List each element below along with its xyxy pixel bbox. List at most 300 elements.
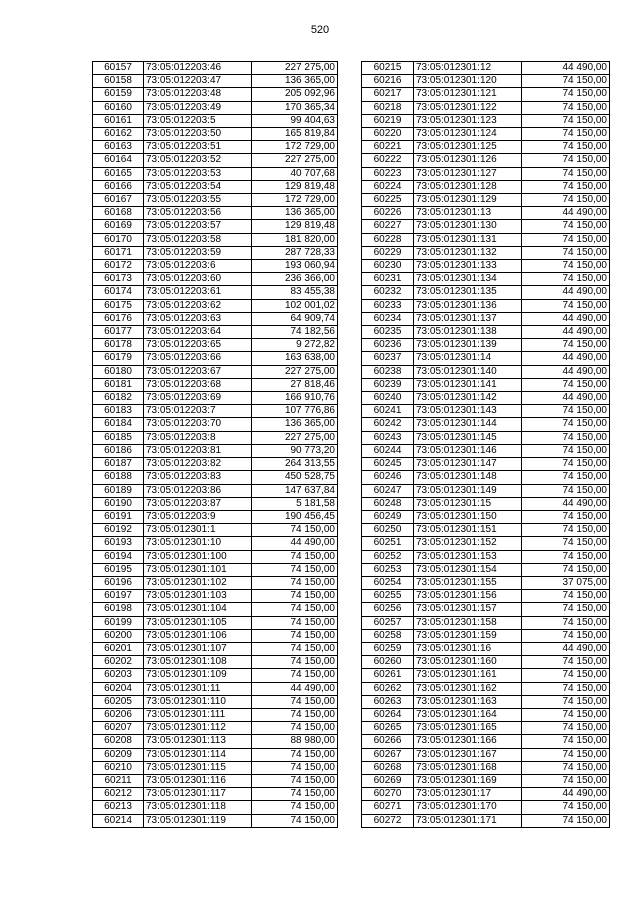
row-number-cell: 60239	[362, 378, 414, 391]
cadastral-number-cell: 73:05:012301:154	[414, 563, 522, 576]
row-number-cell: 60162	[93, 128, 144, 141]
cadastral-number-cell: 73:05:012301:169	[414, 774, 522, 787]
value-cell: 74 150,00	[522, 550, 610, 563]
row-number-cell: 60224	[362, 180, 414, 193]
row-number-cell: 60271	[362, 801, 414, 814]
row-number-cell: 60175	[93, 299, 144, 312]
table-row	[362, 735, 610, 748]
value-cell: 90 773,20	[252, 444, 338, 457]
value-cell: 147 637,84	[252, 484, 338, 497]
row-number-cell: 60243	[362, 431, 414, 444]
cadastral-number-cell: 73:05:012301:141	[414, 378, 522, 391]
value-cell: 44 490,00	[522, 365, 610, 378]
value-cell: 74 150,00	[252, 590, 338, 603]
row-number-cell: 60228	[362, 233, 414, 246]
value-cell: 227 275,00	[252, 431, 338, 444]
value-cell: 74 150,00	[522, 695, 610, 708]
cadastral-number-cell: 73:05:012301:114	[144, 748, 252, 761]
value-cell: 74 150,00	[522, 246, 610, 259]
cadastral-number-cell: 73:05:012301:122	[414, 101, 522, 114]
row-number-cell: 60232	[362, 286, 414, 299]
row-number-cell: 60188	[93, 471, 144, 484]
cadastral-number-cell: 73:05:012203:61	[144, 286, 252, 299]
cadastral-number-cell: 73:05:012301:138	[414, 326, 522, 339]
cadastral-number-cell: 73:05:012301:113	[144, 735, 252, 748]
value-cell: 450 528,75	[252, 471, 338, 484]
cadastral-number-cell: 73:05:012301:137	[414, 312, 522, 325]
table-row	[362, 260, 610, 273]
value-cell: 74 150,00	[522, 431, 610, 444]
cadastral-number-cell: 73:05:012203:87	[144, 497, 252, 510]
table-row	[362, 62, 610, 75]
value-cell: 193 060,94	[252, 260, 338, 273]
row-number-cell: 60168	[93, 207, 144, 220]
value-cell: 287 728,33	[252, 246, 338, 259]
value-cell: 44 490,00	[522, 62, 610, 75]
value-cell: 74 150,00	[252, 708, 338, 721]
table-row	[93, 405, 338, 418]
row-number-cell: 60267	[362, 748, 414, 761]
value-cell: 74 150,00	[522, 128, 610, 141]
value-cell: 74 150,00	[522, 656, 610, 669]
row-number-cell: 60242	[362, 418, 414, 431]
row-number-cell: 60216	[362, 75, 414, 88]
table-row	[93, 669, 338, 682]
row-number-cell: 60191	[93, 510, 144, 523]
row-number-cell: 60258	[362, 629, 414, 642]
value-cell: 74 150,00	[252, 801, 338, 814]
table-row	[93, 497, 338, 510]
table-row	[93, 537, 338, 550]
cadastral-number-cell: 73:05:012301:158	[414, 616, 522, 629]
table-row	[93, 260, 338, 273]
value-cell: 74 150,00	[522, 458, 610, 471]
table-row	[93, 708, 338, 721]
row-number-cell: 60157	[93, 62, 144, 75]
row-number-cell: 60180	[93, 365, 144, 378]
row-number-cell: 60195	[93, 563, 144, 576]
table-row	[93, 273, 338, 286]
cadastral-number-cell: 73:05:012301:102	[144, 576, 252, 589]
value-cell: 136 365,00	[252, 75, 338, 88]
row-number-cell: 60233	[362, 299, 414, 312]
row-number-cell: 60236	[362, 339, 414, 352]
table-row	[362, 141, 610, 154]
value-cell: 74 150,00	[522, 484, 610, 497]
value-cell: 74 150,00	[522, 299, 610, 312]
cadastral-number-cell: 73:05:012203:83	[144, 471, 252, 484]
cadastral-number-cell: 73:05:012301:139	[414, 339, 522, 352]
row-number-cell: 60226	[362, 207, 414, 220]
value-cell: 74 150,00	[252, 656, 338, 669]
cadastral-number-cell: 73:05:012301:163	[414, 695, 522, 708]
table-row	[362, 207, 610, 220]
cadastral-number-cell: 73:05:012301:152	[414, 537, 522, 550]
cadastral-number-cell: 73:05:012301:153	[414, 550, 522, 563]
table-row	[93, 128, 338, 141]
table-row	[362, 101, 610, 114]
cadastral-number-cell: 73:05:012301:142	[414, 392, 522, 405]
row-number-cell: 60160	[93, 101, 144, 114]
row-number-cell: 60269	[362, 774, 414, 787]
cadastral-number-cell: 73:05:012301:125	[414, 141, 522, 154]
row-number-cell: 60209	[93, 748, 144, 761]
cadastral-number-cell: 73:05:012203:53	[144, 167, 252, 180]
value-cell: 74 150,00	[252, 524, 338, 537]
row-number-cell: 60259	[362, 642, 414, 655]
cadastral-number-cell: 73:05:012301:101	[144, 563, 252, 576]
value-cell: 74 150,00	[522, 220, 610, 233]
row-number-cell: 60241	[362, 405, 414, 418]
row-number-cell: 60186	[93, 444, 144, 457]
table-row	[362, 774, 610, 787]
value-cell: 136 365,00	[252, 418, 338, 431]
cadastral-number-cell: 73:05:012301:11	[144, 682, 252, 695]
value-cell: 136 365,00	[252, 207, 338, 220]
value-cell: 37 075,00	[522, 576, 610, 589]
table-row	[93, 471, 338, 484]
cadastral-number-cell: 73:05:012301:148	[414, 471, 522, 484]
table-row	[93, 616, 338, 629]
table-row	[93, 418, 338, 431]
cadastral-number-cell: 73:05:012203:81	[144, 444, 252, 457]
cadastral-number-cell: 73:05:012301:1	[144, 524, 252, 537]
table-row	[362, 682, 610, 695]
table-row	[362, 128, 610, 141]
table-row	[93, 458, 338, 471]
value-cell: 74 150,00	[522, 471, 610, 484]
row-number-cell: 60261	[362, 669, 414, 682]
row-number-cell: 60169	[93, 220, 144, 233]
cadastral-number-cell: 73:05:012301:143	[414, 405, 522, 418]
row-number-cell: 60254	[362, 576, 414, 589]
value-cell: 44 490,00	[522, 312, 610, 325]
cadastral-number-cell: 73:05:012203:64	[144, 326, 252, 339]
table-row	[362, 629, 610, 642]
value-cell: 74 150,00	[522, 141, 610, 154]
table-row	[93, 378, 338, 391]
cadastral-number-cell: 73:05:012203:62	[144, 299, 252, 312]
value-cell: 74 150,00	[522, 616, 610, 629]
table-row	[362, 365, 610, 378]
row-number-cell: 60238	[362, 365, 414, 378]
row-number-cell: 60189	[93, 484, 144, 497]
table-row	[93, 88, 338, 101]
table-row	[93, 642, 338, 655]
value-cell: 74 150,00	[522, 233, 610, 246]
row-number-cell: 60158	[93, 75, 144, 88]
table-row	[362, 471, 610, 484]
row-number-cell: 60250	[362, 524, 414, 537]
row-number-cell: 60167	[93, 194, 144, 207]
value-cell: 163 638,00	[252, 352, 338, 365]
row-number-cell: 60223	[362, 167, 414, 180]
value-cell: 74 150,00	[522, 194, 610, 207]
table-row	[93, 484, 338, 497]
row-number-cell: 60218	[362, 101, 414, 114]
value-cell: 44 490,00	[522, 392, 610, 405]
table-row	[93, 682, 338, 695]
value-cell: 170 365,34	[252, 101, 338, 114]
row-number-cell: 60194	[93, 550, 144, 563]
row-number-cell: 60237	[362, 352, 414, 365]
table-row	[93, 312, 338, 325]
value-cell: 172 729,00	[252, 194, 338, 207]
cadastral-number-cell: 73:05:012203:66	[144, 352, 252, 365]
cadastral-number-cell: 73:05:012301:109	[144, 669, 252, 682]
cadastral-number-cell: 73:05:012203:47	[144, 75, 252, 88]
value-cell: 44 490,00	[252, 682, 338, 695]
table-row	[362, 352, 610, 365]
row-number-cell: 60176	[93, 312, 144, 325]
cadastral-number-cell: 73:05:012301:167	[414, 748, 522, 761]
cadastral-number-cell: 73:05:012203:63	[144, 312, 252, 325]
row-number-cell: 60222	[362, 154, 414, 167]
value-cell: 27 818,46	[252, 378, 338, 391]
cadastral-number-cell: 73:05:012203:48	[144, 88, 252, 101]
cadastral-number-cell: 73:05:012301:121	[414, 88, 522, 101]
row-number-cell: 60229	[362, 246, 414, 259]
cadastral-number-cell: 73:05:012301:131	[414, 233, 522, 246]
table-row	[93, 180, 338, 193]
row-number-cell: 60219	[362, 114, 414, 127]
value-cell: 74 150,00	[522, 260, 610, 273]
cadastral-number-cell: 73:05:012301:147	[414, 458, 522, 471]
cadastral-table-right	[361, 61, 610, 828]
row-number-cell: 60240	[362, 392, 414, 405]
cadastral-number-cell: 73:05:012301:171	[414, 814, 522, 827]
value-cell: 129 819,48	[252, 180, 338, 193]
cadastral-number-cell: 73:05:012301:133	[414, 260, 522, 273]
cadastral-number-cell: 73:05:012203:9	[144, 510, 252, 523]
table-row	[93, 220, 338, 233]
cadastral-number-cell: 73:05:012203:82	[144, 458, 252, 471]
table-row	[93, 814, 338, 827]
row-number-cell: 60187	[93, 458, 144, 471]
value-cell: 107 776,86	[252, 405, 338, 418]
table-row	[93, 167, 338, 180]
cadastral-number-cell: 73:05:012301:165	[414, 722, 522, 735]
value-cell: 74 150,00	[522, 682, 610, 695]
value-cell: 74 150,00	[522, 590, 610, 603]
table-row	[93, 722, 338, 735]
row-number-cell: 60207	[93, 722, 144, 735]
cadastral-number-cell: 73:05:012301:144	[414, 418, 522, 431]
row-number-cell: 60246	[362, 471, 414, 484]
value-cell: 74 150,00	[252, 695, 338, 708]
cadastral-number-cell: 73:05:012301:161	[414, 669, 522, 682]
cadastral-number-cell: 73:05:012203:52	[144, 154, 252, 167]
value-cell: 44 490,00	[252, 537, 338, 550]
value-cell: 102 001,02	[252, 299, 338, 312]
value-cell: 74 150,00	[252, 642, 338, 655]
page-number: 520	[310, 24, 330, 36]
cadastral-number-cell: 73:05:012301:12	[414, 62, 522, 75]
value-cell: 74 150,00	[522, 537, 610, 550]
row-number-cell: 60199	[93, 616, 144, 629]
row-number-cell: 60165	[93, 167, 144, 180]
value-cell: 74 150,00	[522, 339, 610, 352]
value-cell: 74 150,00	[252, 550, 338, 563]
row-number-cell: 60202	[93, 656, 144, 669]
table-row	[362, 761, 610, 774]
row-number-cell: 60215	[362, 62, 414, 75]
row-number-cell: 60181	[93, 378, 144, 391]
cadastral-number-cell: 73:05:012301:150	[414, 510, 522, 523]
table-row	[362, 748, 610, 761]
row-number-cell: 60161	[93, 114, 144, 127]
row-number-cell: 60182	[93, 392, 144, 405]
cadastral-number-cell: 73:05:012301:112	[144, 722, 252, 735]
cadastral-number-cell: 73:05:012301:140	[414, 365, 522, 378]
table-row	[362, 814, 610, 827]
table-row	[93, 563, 338, 576]
value-cell: 74 150,00	[252, 761, 338, 774]
cadastral-number-cell: 73:05:012203:69	[144, 392, 252, 405]
table-row	[93, 101, 338, 114]
row-number-cell: 60262	[362, 682, 414, 695]
value-cell: 181 820,00	[252, 233, 338, 246]
table-row	[93, 576, 338, 589]
cadastral-number-cell: 73:05:012301:127	[414, 167, 522, 180]
row-number-cell: 60171	[93, 246, 144, 259]
cadastral-number-cell: 73:05:012301:120	[414, 75, 522, 88]
value-cell: 74 150,00	[252, 814, 338, 827]
table-row	[93, 233, 338, 246]
table-row	[362, 194, 610, 207]
value-cell: 74 150,00	[522, 88, 610, 101]
row-number-cell: 60185	[93, 431, 144, 444]
cadastral-number-cell: 73:05:012301:168	[414, 761, 522, 774]
table-row	[362, 75, 610, 88]
table-row	[93, 114, 338, 127]
row-number-cell: 60184	[93, 418, 144, 431]
row-number-cell: 60248	[362, 497, 414, 510]
value-cell: 227 275,00	[252, 365, 338, 378]
table-row	[93, 788, 338, 801]
value-cell: 74 150,00	[522, 669, 610, 682]
row-number-cell: 60205	[93, 695, 144, 708]
table-row	[362, 497, 610, 510]
row-number-cell: 60272	[362, 814, 414, 827]
cadastral-number-cell: 73:05:012301:136	[414, 299, 522, 312]
value-cell: 74 150,00	[252, 669, 338, 682]
cadastral-number-cell: 73:05:012301:108	[144, 656, 252, 669]
table-row	[362, 642, 610, 655]
table-row	[362, 695, 610, 708]
row-number-cell: 60214	[93, 814, 144, 827]
row-number-cell: 60173	[93, 273, 144, 286]
value-cell: 44 490,00	[522, 352, 610, 365]
table-row	[93, 62, 338, 75]
table-row	[362, 576, 610, 589]
row-number-cell: 60265	[362, 722, 414, 735]
cadastral-number-cell: 73:05:012301:10	[144, 537, 252, 550]
value-cell: 74 150,00	[252, 629, 338, 642]
row-number-cell: 60193	[93, 537, 144, 550]
cadastral-number-cell: 73:05:012203:68	[144, 378, 252, 391]
table-row	[93, 339, 338, 352]
cadastral-number-cell: 73:05:012301:116	[144, 774, 252, 787]
cadastral-number-cell: 73:05:012203:58	[144, 233, 252, 246]
table-row	[362, 484, 610, 497]
table-row	[362, 444, 610, 457]
table-row	[362, 326, 610, 339]
cadastral-number-cell: 73:05:012301:129	[414, 194, 522, 207]
row-number-cell: 60179	[93, 352, 144, 365]
table-row	[362, 405, 610, 418]
table-row	[93, 286, 338, 299]
row-number-cell: 60264	[362, 708, 414, 721]
table-row	[362, 233, 610, 246]
table-row	[362, 114, 610, 127]
value-cell: 74 150,00	[522, 563, 610, 576]
table-row	[362, 246, 610, 259]
value-cell: 74 150,00	[522, 444, 610, 457]
row-number-cell: 60163	[93, 141, 144, 154]
cadastral-number-cell: 73:05:012301:107	[144, 642, 252, 655]
table-row	[93, 141, 338, 154]
cadastral-number-cell: 73:05:012301:100	[144, 550, 252, 563]
value-cell: 165 819,84	[252, 128, 338, 141]
cadastral-number-cell: 73:05:012301:123	[414, 114, 522, 127]
value-cell: 166 910,76	[252, 392, 338, 405]
cadastral-number-cell: 73:05:012301:146	[414, 444, 522, 457]
row-number-cell: 60196	[93, 576, 144, 589]
table-row	[93, 656, 338, 669]
value-cell: 44 490,00	[522, 207, 610, 220]
table-row	[362, 273, 610, 286]
cadastral-number-cell: 73:05:012203:56	[144, 207, 252, 220]
cadastral-number-cell: 73:05:012301:159	[414, 629, 522, 642]
cadastral-number-cell: 73:05:012203:50	[144, 128, 252, 141]
row-number-cell: 60221	[362, 141, 414, 154]
table-row	[93, 207, 338, 220]
cadastral-number-cell: 73:05:012301:13	[414, 207, 522, 220]
table-row	[93, 510, 338, 523]
table-row	[93, 75, 338, 88]
table-row	[93, 352, 338, 365]
value-cell: 74 150,00	[252, 576, 338, 589]
table-row	[362, 669, 610, 682]
value-cell: 74 150,00	[522, 603, 610, 616]
table-row	[93, 392, 338, 405]
table-row	[362, 220, 610, 233]
row-number-cell: 60197	[93, 590, 144, 603]
cadastral-number-cell: 73:05:012301:145	[414, 431, 522, 444]
row-number-cell: 60270	[362, 788, 414, 801]
table-row	[362, 418, 610, 431]
cadastral-number-cell: 73:05:012301:132	[414, 246, 522, 259]
cadastral-number-cell: 73:05:012203:8	[144, 431, 252, 444]
cadastral-number-cell: 73:05:012301:103	[144, 590, 252, 603]
cadastral-number-cell: 73:05:012301:15	[414, 497, 522, 510]
row-number-cell: 60235	[362, 326, 414, 339]
row-number-cell: 60245	[362, 458, 414, 471]
cadastral-number-cell: 73:05:012203:60	[144, 273, 252, 286]
value-cell: 74 150,00	[522, 629, 610, 642]
row-number-cell: 60255	[362, 590, 414, 603]
row-number-cell: 60211	[93, 774, 144, 787]
table-row	[362, 339, 610, 352]
cadastral-number-cell: 73:05:012203:5	[144, 114, 252, 127]
value-cell: 74 150,00	[252, 603, 338, 616]
value-cell: 74 150,00	[522, 735, 610, 748]
row-number-cell: 60166	[93, 180, 144, 193]
value-cell: 88 980,00	[252, 735, 338, 748]
table-row	[362, 524, 610, 537]
row-number-cell: 60252	[362, 550, 414, 563]
